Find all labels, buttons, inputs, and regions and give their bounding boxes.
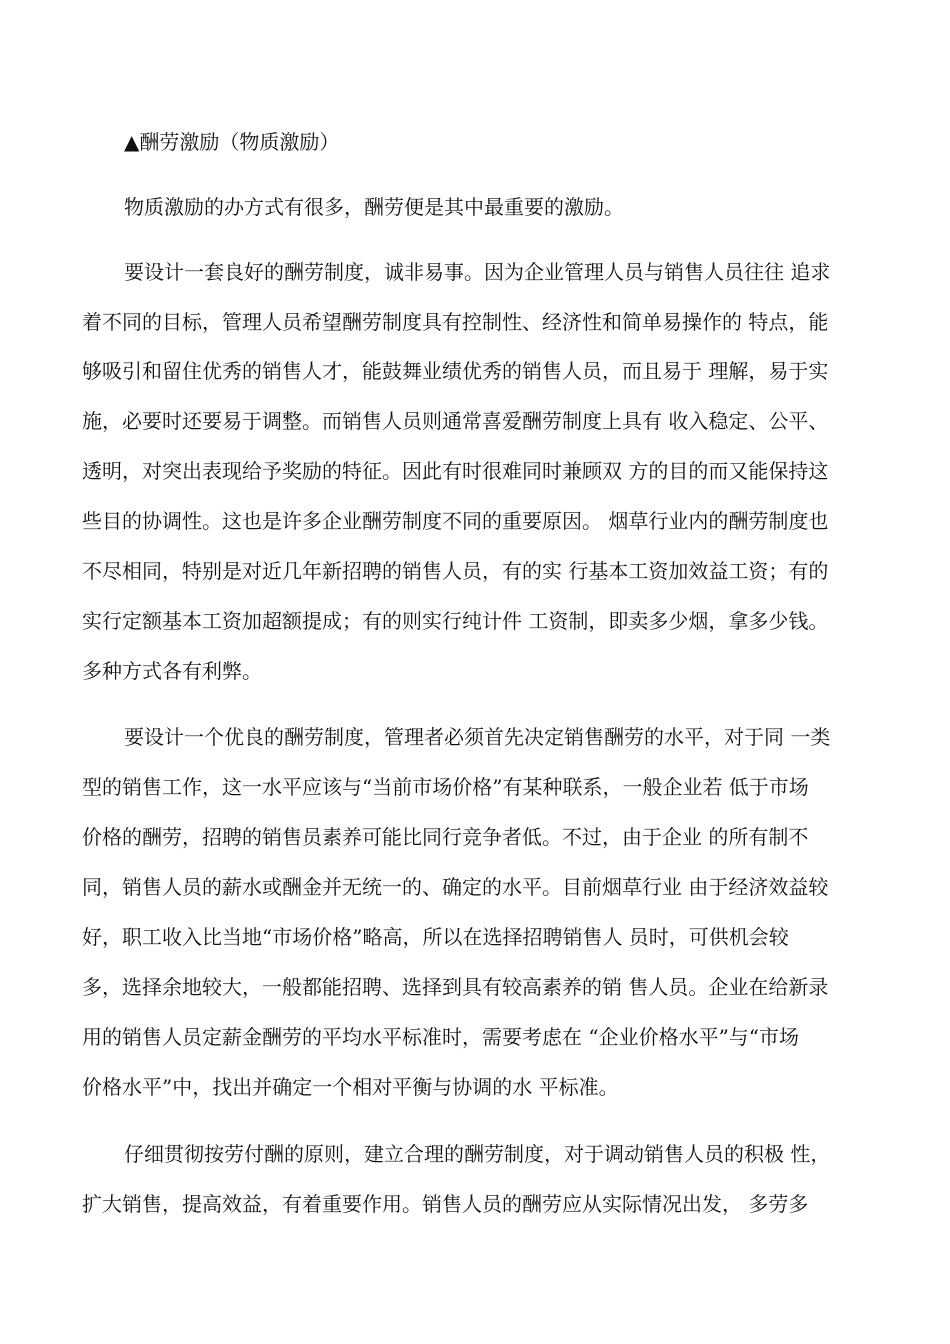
- paragraph-4-line-1: 仔细贯彻按劳付酬的原则，建立合理的酬劳制度，对于调动销售人员的积极 性，: [124, 1142, 831, 1166]
- paragraph-1-line-1: 物质激励的办方式有很多，酬劳便是其中最重要的激励。: [124, 195, 624, 219]
- paragraph-3-line-1: 要设计一个优良的酬劳制度，管理者必须首先决定销售酬劳的水平，对于同 一类: [124, 725, 831, 749]
- paragraph-3-line-6: 多，选择余地较大，一般都能招聘、选择到具有较高素养的销 售人员。企业在给新录: [82, 975, 829, 999]
- paragraph-3-line-7: 用的销售人员定薪金酬劳的平均水平标准时，需要考虑在 “企业价格水平”与“市场: [82, 1025, 800, 1049]
- paragraph-2-line-9: 多种方式各有利弊。: [82, 659, 262, 683]
- paragraph-3-line-5: 好，职工收入比当地“市场价格”略高，所以在选择招聘销售人 员时，可供机会较: [82, 925, 789, 949]
- paragraph-2-line-7: 不尽相同，特别是对近几年新招聘的销售人员，有的实 行基本工资加效益工资；有的: [82, 559, 829, 583]
- paragraph-3-line-4: 同，销售人员的薪水或酬金并无统一的、确定的水平。目前烟草行业 由于经济效益较: [82, 875, 829, 899]
- paragraph-2-line-5: 透明，对突出表现给予奖励的特征。因此有时很难同时兼顾双 方的目的而又能保持这: [82, 459, 829, 483]
- paragraph-2-line-1: 要设计一套良好的酬劳制度，诚非易事。因为企业管理人员与销售人员往往 追求: [124, 260, 831, 284]
- paragraph-2-line-4: 施，必要时还要易于调整。而销售人员则通常喜爱酬劳制度上具有 收入稳定、公平、: [82, 409, 829, 433]
- paragraph-2-line-8: 实行定额基本工资加超额提成；有的则实行纯计件 工资制，即卖多少烟，拿多少钱。: [82, 609, 829, 633]
- paragraph-2-line-6: 些目的协调性。这也是许多企业酬劳制度不同的重要原因。 烟草行业内的酬劳制度也: [82, 509, 829, 533]
- paragraph-2-line-3: 够吸引和留住优秀的销售人才，能鼓舞业绩优秀的销售人员，而且易于 理解，易于实: [82, 359, 829, 383]
- section-heading: ▲酬劳激励（物质激励）: [124, 130, 340, 154]
- paragraph-3-line-3: 价格的酬劳，招聘的销售员素养可能比同行竞争者低。不过，由于企业 的所有制不: [82, 825, 809, 849]
- paragraph-4-line-2: 扩大销售，提高效益，有着重要作用。销售人员的酬劳应从实际情况出发， 多劳多: [82, 1192, 809, 1216]
- paragraph-3-line-8: 价格水平”中，找出并确定一个相对平衡与协调的水 平标准。: [82, 1075, 619, 1099]
- paragraph-3-line-2: 型的销售工作，这一水平应该与“当前市场价格”有某种联系，一般企业若 低于市场: [82, 775, 809, 799]
- paragraph-2-line-2: 着不同的目标，管理人员希望酬劳制度具有控制性、经济性和简单易操作的 特点，能: [82, 310, 829, 334]
